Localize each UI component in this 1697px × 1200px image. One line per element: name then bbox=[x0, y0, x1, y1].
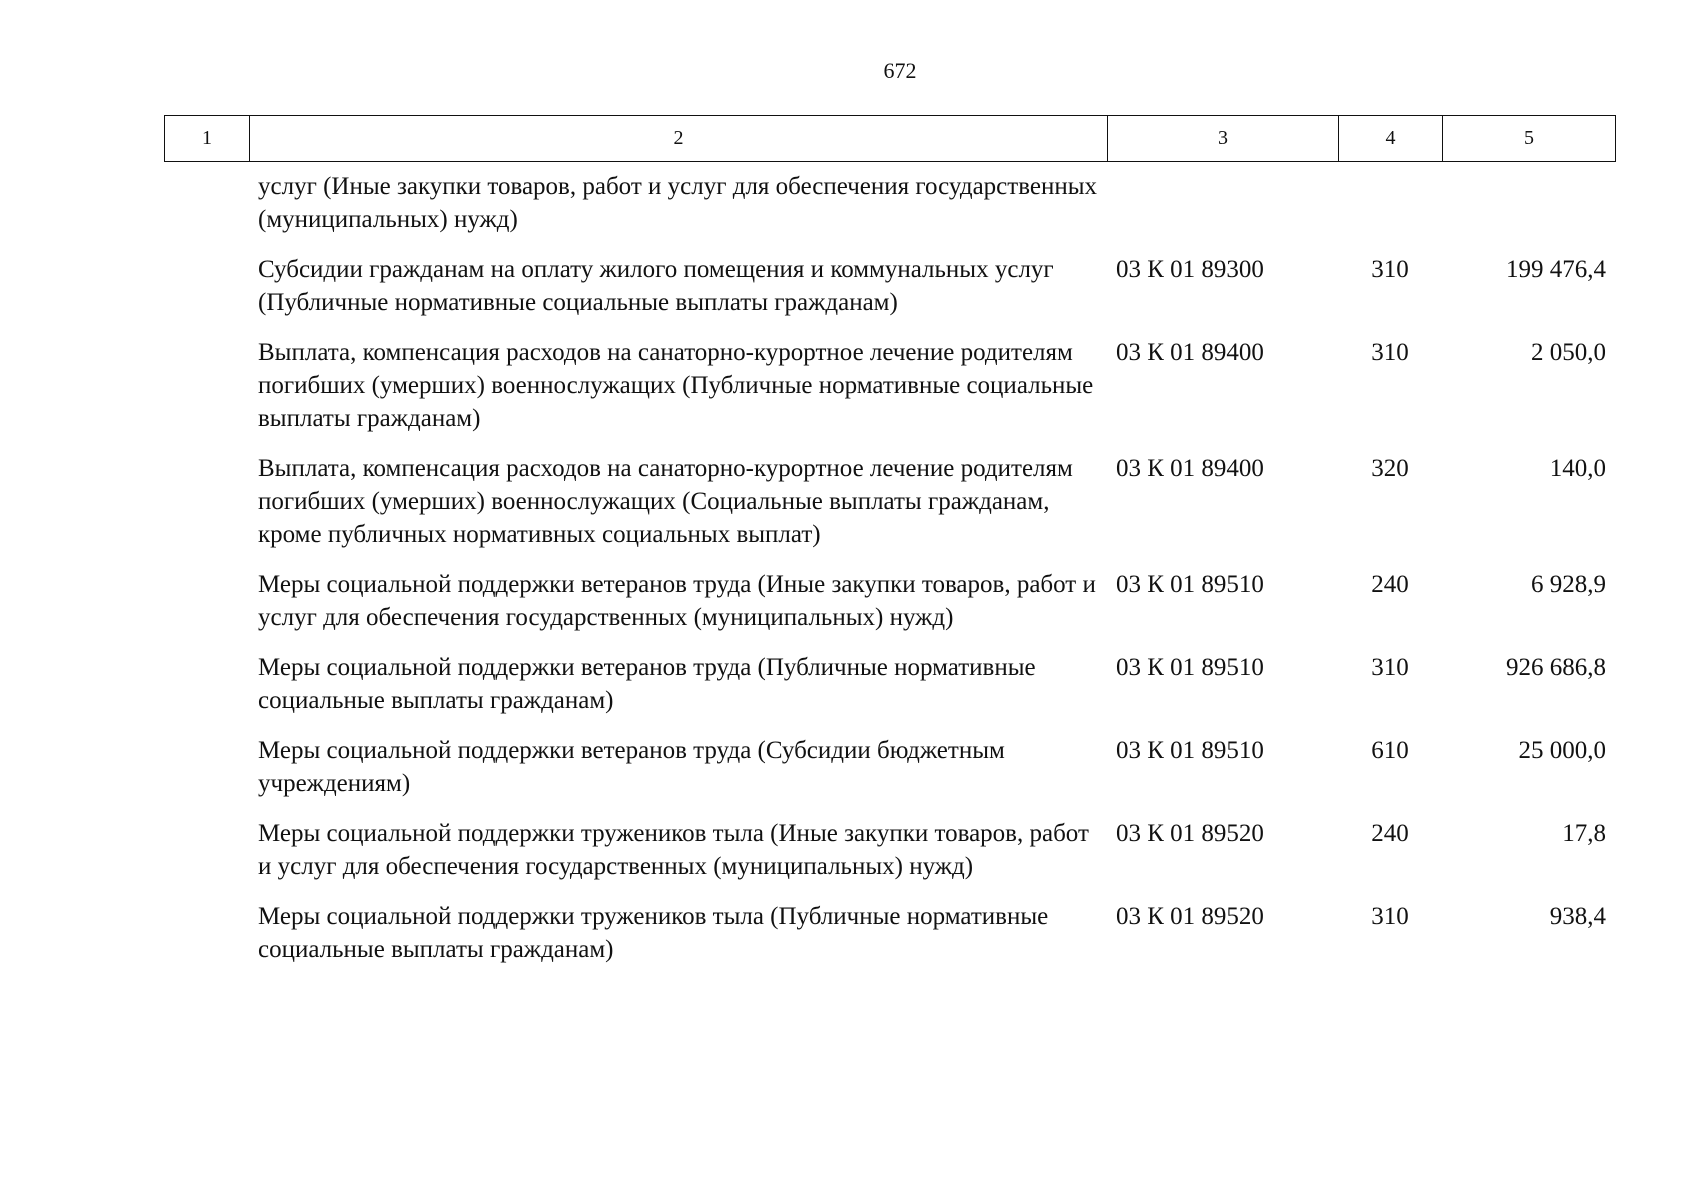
row-description: Меры социальной поддержки тружеников тыла (Иные закупки товаров, работ и услуг для обеспечения государственных (муниципальных) нужд) bbox=[258, 820, 1089, 880]
row-description: услуг (Иные закупки товаров, работ и услуг для обеспечения государственных (муниципальных) нужд) bbox=[258, 173, 1098, 233]
row-number-cell bbox=[164, 336, 249, 452]
budget-table-body bbox=[164, 170, 1615, 983]
row-description: Меры социальной поддержки ветеранов труда (Публичные нормативные социальные выплаты гражданам) bbox=[258, 654, 1036, 714]
table-row bbox=[164, 452, 1615, 568]
table-row bbox=[164, 734, 1615, 817]
row-amount: 6 928,9 bbox=[1531, 571, 1606, 598]
row-type: 240 bbox=[1371, 571, 1409, 598]
row-description: Субсидии гражданам на оплату жилого помещения и коммунальных услуг (Публичные нормативные социальные выплаты гражданам) bbox=[258, 256, 1054, 316]
table-row bbox=[164, 568, 1615, 651]
row-amount: 140,0 bbox=[1549, 455, 1606, 482]
row-number-cell bbox=[164, 900, 249, 983]
table-row bbox=[164, 817, 1615, 900]
row-code: 03 К 01 89520 bbox=[1116, 820, 1264, 847]
row-code bbox=[1107, 170, 1338, 253]
row-type: 310 bbox=[1371, 339, 1409, 366]
row-description: Выплата, компенсация расходов на санаторно-курортное лечение родителям погибших (умерших) военнослужащих (Социальные выплаты гражданам, кроме публичных нормативных социальных выплат) bbox=[258, 455, 1073, 548]
table-row bbox=[164, 170, 1615, 253]
column-header-5: 5 bbox=[1443, 116, 1616, 162]
row-amount: 25 000,0 bbox=[1518, 737, 1606, 764]
row-type: 320 bbox=[1371, 455, 1409, 482]
row-number-cell bbox=[164, 568, 249, 651]
page-number: 672 bbox=[883, 58, 917, 83]
row-type: 610 bbox=[1371, 737, 1409, 764]
row-amount: 926 686,8 bbox=[1506, 654, 1606, 681]
row-code: 03 К 01 89400 bbox=[1116, 455, 1264, 482]
row-description: Выплата, компенсация расходов на санаторно-курортное лечение родителям погибших (умерших) военнослужащих (Публичные нормативные социальные выплаты гражданам) bbox=[258, 339, 1094, 432]
table-row bbox=[164, 900, 1615, 983]
table-row bbox=[164, 253, 1615, 336]
row-type: 240 bbox=[1371, 820, 1409, 847]
row-code: 03 К 01 89520 bbox=[1116, 903, 1264, 930]
row-number-cell bbox=[164, 651, 249, 734]
budget-table bbox=[164, 170, 1615, 983]
row-number-cell bbox=[164, 734, 249, 817]
row-type: 310 bbox=[1371, 654, 1409, 681]
row-code: 03 К 01 89510 bbox=[1116, 571, 1264, 598]
table-row bbox=[164, 336, 1615, 452]
row-number-cell bbox=[164, 170, 249, 253]
row-code: 03 К 01 89510 bbox=[1116, 737, 1264, 764]
row-code: 03 К 01 89400 bbox=[1116, 339, 1264, 366]
row-amount bbox=[1442, 170, 1615, 253]
row-amount: 938,4 bbox=[1549, 903, 1606, 930]
table-row bbox=[164, 651, 1615, 734]
column-header-row bbox=[165, 116, 1616, 162]
row-number-cell bbox=[164, 452, 249, 568]
column-header-3: 3 bbox=[1108, 116, 1339, 162]
row-description: Меры социальной поддержки ветеранов труда (Субсидии бюджетным учреждениям) bbox=[258, 737, 1005, 797]
row-amount: 199 476,4 bbox=[1506, 256, 1606, 283]
column-header-2: 2 bbox=[250, 116, 1108, 162]
column-header-4: 4 bbox=[1339, 116, 1443, 162]
column-header-table bbox=[164, 115, 1616, 162]
row-description: Меры социальной поддержки ветеранов труда (Иные закупки товаров, работ и услуг для обеспечения государственных (муниципальных) нужд) bbox=[258, 571, 1096, 631]
row-description: Меры социальной поддержки тружеников тыла (Публичные нормативные социальные выплаты гражданам) bbox=[258, 903, 1049, 963]
row-number-cell bbox=[164, 817, 249, 900]
row-code: 03 К 01 89510 bbox=[1116, 654, 1264, 681]
row-code: 03 К 01 89300 bbox=[1116, 256, 1264, 283]
row-type: 310 bbox=[1371, 256, 1409, 283]
row-type bbox=[1338, 170, 1442, 253]
column-header-1: 1 bbox=[165, 116, 250, 162]
row-number-cell bbox=[164, 253, 249, 336]
row-amount: 17,8 bbox=[1562, 820, 1606, 847]
row-type: 310 bbox=[1371, 903, 1409, 930]
row-amount: 2 050,0 bbox=[1531, 339, 1606, 366]
